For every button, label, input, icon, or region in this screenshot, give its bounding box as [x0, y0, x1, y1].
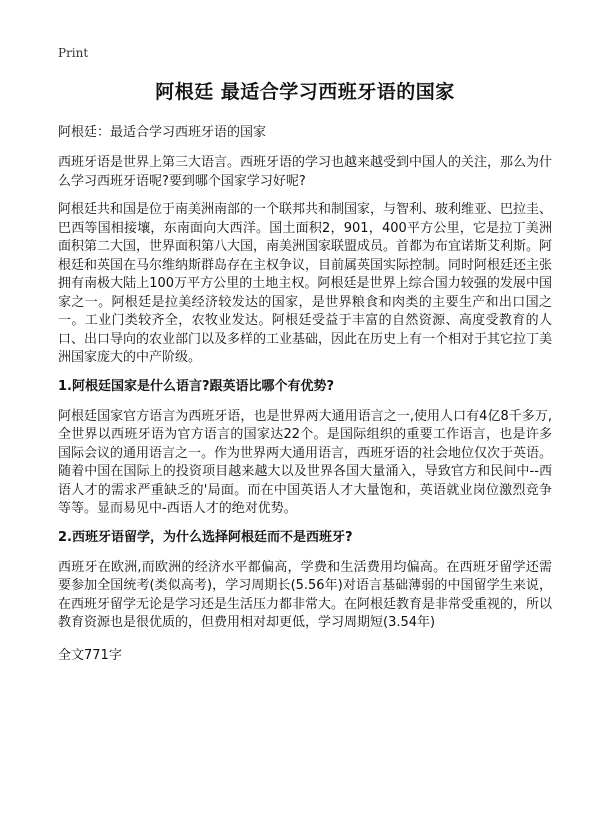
- print-label[interactable]: Print: [58, 46, 89, 60]
- word-count: 全文771字: [58, 647, 122, 663]
- section2-heading: 2.西班牙语留学，为什么选择阿根廷而不是西班牙?: [58, 529, 353, 545]
- section1-paragraph: 阿根廷国家官方语言为西班牙语，也是世界两大通用语言之一,使用人口有4亿8千多万,全世界以西班牙语为官方语言的国家达22个。是国际组织的重要工作语言，也是许多国际会议的通用语言之一。作为世界两大通用语言，西班牙语的社会地位仅次于英语。随着中国在国际上的投资项目越来越大以及世界各国大量涌入，导致官方和民间中--西语人才的需求严重缺乏的'局面。而在中国英语人才大量饱和，英语就业岗位激烈竞争等等。显而易见中-西语人才的绝对优势。: [58, 408, 553, 516]
- overview-paragraph: 阿根廷共和国是位于南美洲南部的一个联邦共和制国家，与智利、玻利维亚、巴拉圭、巴西等国相接壤，东南面向大西洋。国土面积2，901，400平方公里，它是拉丁美洲面积第二大国，世界面积第八大国，南美洲国家联盟成员。首都为布宜诺斯艾利斯。阿根廷和英国在马尔维纳斯群岛存在主权争议，目前属英国实际控制。同时阿根廷还主张拥有南极大陆上100万平方公里的土地主权。阿根廷是世界上综合国力较强的发展中国家之一。阿根廷是拉美经济较发达的国家，是世界粮食和肉类的主要生产和出口国之一。工业门类较齐全，农牧业发达。阿根廷受益于丰富的自然资源、高度受教育的人口、出口导向的农业部门以及多样的工业基础，因此在历史上有一个相对于其它拉丁美洲国家庞大的中产阶级。: [58, 202, 553, 365]
- section1-heading: 1.阿根廷国家是什么语言?跟英语比哪个有优势?: [58, 378, 335, 394]
- section2-paragraph: 西班牙在欧洲,而欧洲的经济水平都偏高，学费和生活费用均偏高。在西班牙留学还需要参加全国统考(类似高考)，学习周期长(5.56年)对语言基础薄弱的中国留学生来说，在西班牙留学无论是学习还是生活压力都非常大。在阿根廷教育是非常受重视的，所以教育资源也是很优质的，但费用相对却更低，学习周期短(3.54年): [58, 559, 553, 630]
- article-title: 阿根廷 最适合学习西班牙语的国家: [155, 81, 455, 103]
- article-subtitle: 阿根廷：最适合学习西班牙语的国家: [58, 125, 267, 140]
- intro-paragraph: 西班牙语是世界上第三大语言。西班牙语的学习也越来越受到中国人的关注，那么为什么学习西班牙语呢?要到哪个国家学习好呢?: [58, 155, 553, 189]
